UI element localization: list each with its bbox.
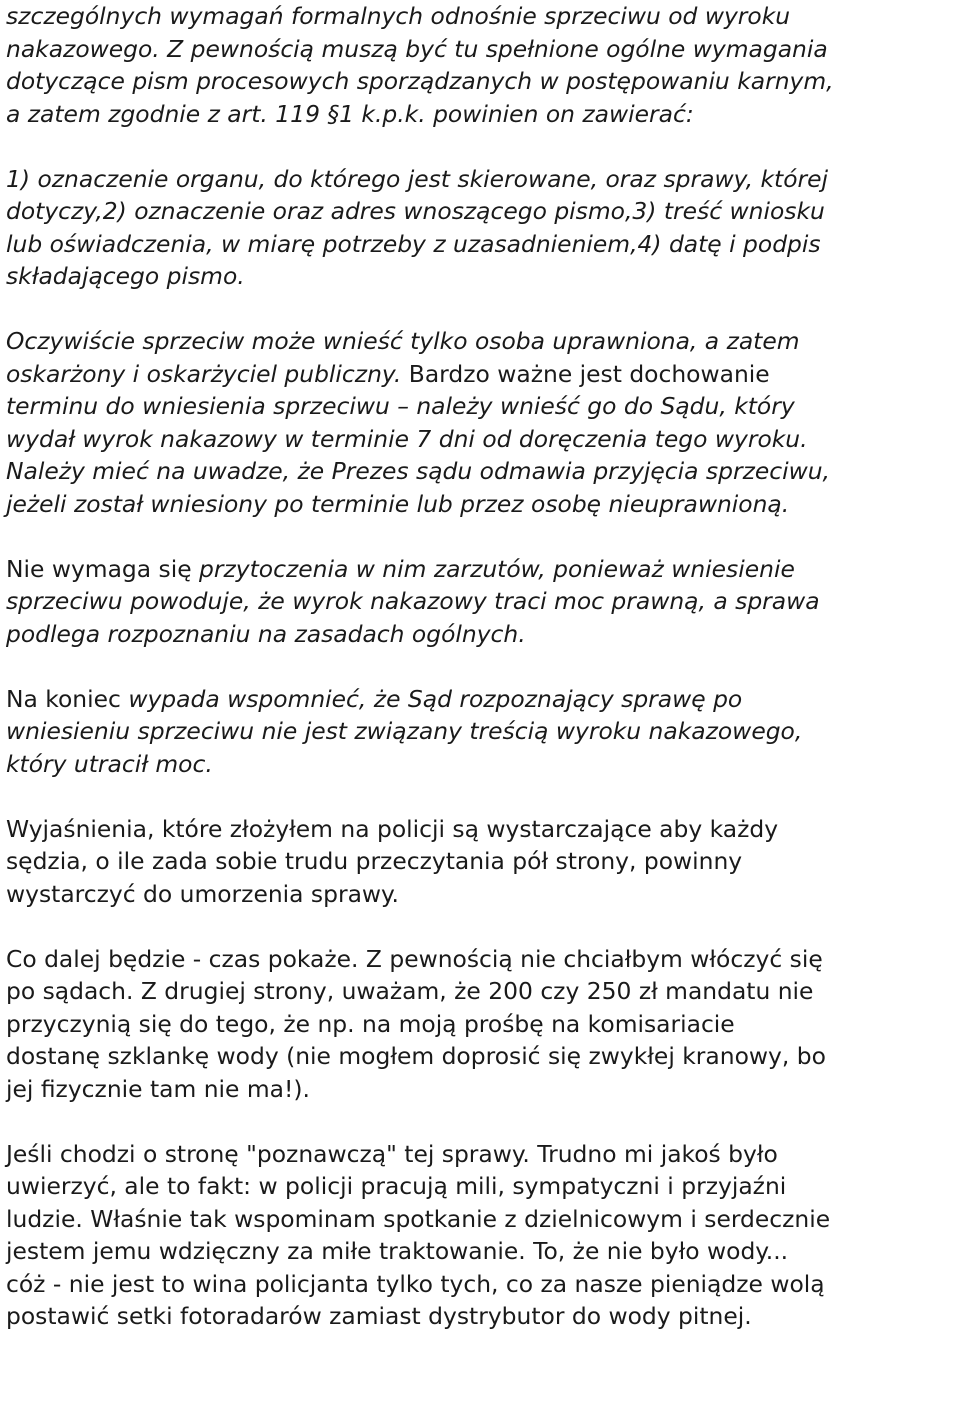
text-segment: Nie wymaga się xyxy=(6,554,200,583)
text-line: dotyczące pism procesowych sporządzanych w postępowaniu karnym, xyxy=(6,67,834,95)
paragraph-3 xyxy=(6,325,956,520)
text-segment: terminu do wniesienia sprzeciwu – należy wnieść go do Sądu, który xyxy=(6,392,795,420)
text-line: Wyjaśnienia, które złożyłem na policji są wystarczające aby każdy xyxy=(6,814,779,843)
text-line xyxy=(6,585,956,618)
text-segment: wniesieniu sprzeciwu nie jest związany treścią wyroku nakazowego, xyxy=(6,717,803,745)
paragraph-5 xyxy=(6,683,956,781)
text-line: ludzie. Właśnie tak wspominam spotkanie z dzielnicowym i serdecznie xyxy=(6,1204,831,1233)
paragraph-8 xyxy=(6,1138,956,1333)
text-segment: Bardzo ważne jest dochowanie xyxy=(408,359,770,388)
text-line: przyczynią się do tego, że np. na moją prośbę na komisariacie xyxy=(6,1009,735,1038)
text-line xyxy=(6,683,956,716)
text-segment: przytoczenia w nim zarzutów, ponieważ wniesienie xyxy=(199,554,795,583)
text-line: sędzia, o ile zada sobie trudu przeczytania pół strony, powinny xyxy=(6,847,743,875)
text-line: jej fizycznie tam nie ma!). xyxy=(6,1074,310,1103)
text-line: Jeśli chodzi o stronę "poznawczą" tej sprawy. Trudno mi jakoś było xyxy=(6,1139,778,1168)
text-line: lub oświadczenia, w miarę potrzeby z uzasadnieniem,4) datę i podpis xyxy=(6,229,821,258)
text-segment: podlega rozpoznaniu na zasadach ogólnych. xyxy=(6,619,526,648)
paragraph-gap xyxy=(6,1105,956,1138)
paragraph-7 xyxy=(6,943,956,1106)
paragraph-gap xyxy=(6,650,956,683)
text-line: po sądach. Z drugiej strony, uważam, że 200 czy 250 zł mandatu nie xyxy=(6,977,814,1005)
text-line: 1) oznaczenie organu, do którego jest skierowane, oraz sprawy, której xyxy=(6,164,829,193)
text-line: dotyczy,2) oznaczenie oraz adres wnoszącego pismo,3) treść wniosku xyxy=(6,197,825,225)
text-line xyxy=(6,553,956,586)
text-segment: Oczywiście sprzeciw może wnieść tylko osoba uprawniona, a zatem xyxy=(6,327,800,355)
paragraph-gap xyxy=(6,910,956,943)
text-line: Co dalej będzie - czas pokaże. Z pewnością nie chciałbym włóczyć się xyxy=(6,944,823,973)
paragraph-gap xyxy=(6,293,956,326)
paragraph-gap xyxy=(6,520,956,553)
text-segment: wypada wspomnieć, że Sąd rozpoznający sprawę po xyxy=(128,684,743,713)
text-segment: jeżeli został wniesiony po terminie lub przez osobę nieuprawnioną. xyxy=(6,489,790,518)
text-line: wystarczyć do umorzenia sprawy. xyxy=(6,879,399,908)
text-line xyxy=(6,748,956,781)
text-line xyxy=(6,488,956,521)
text-segment: sprzeciwu powoduje, że wyrok nakazowy traci moc prawną, a sprawa xyxy=(6,587,820,615)
document-page xyxy=(6,0,956,1333)
paragraph-gap xyxy=(6,780,956,813)
text-line xyxy=(6,423,956,456)
text-segment: wydał wyrok nakazowy w terminie 7 dni od doręczenia tego wyroku. xyxy=(6,424,808,453)
text-segment: Na koniec xyxy=(6,684,129,713)
paragraph-4 xyxy=(6,553,956,651)
text-line: dostanę szklankę wody (nie mogłem doprosić się zwykłej kranowy, bo xyxy=(6,1042,826,1070)
text-line: składającego pismo. xyxy=(6,262,245,290)
text-line: cóż - nie jest to wina policjanta tylko tych, co za nasze pieniądze wolą xyxy=(6,1269,825,1298)
paragraph-1 xyxy=(6,0,956,130)
text-line xyxy=(6,715,956,748)
text-line: nakazowego. Z pewnością muszą być tu spełnione ogólne wymagania xyxy=(6,34,828,63)
paragraph-2 xyxy=(6,163,956,293)
paragraph-gap xyxy=(6,130,956,163)
text-line xyxy=(6,390,956,423)
text-line xyxy=(6,325,956,358)
text-segment: Należy mieć na uwadze, że Prezes sądu odmawia przyjęcia sprzeciwu, xyxy=(6,457,830,485)
paragraph-6 xyxy=(6,813,956,911)
text-segment: oskarżony i oskarżyciel publiczny. xyxy=(6,359,409,388)
text-line xyxy=(6,618,956,651)
text-line xyxy=(6,358,956,391)
text-line: a zatem zgodnie z art. 119 §1 k.p.k. powinien on zawierać: xyxy=(6,99,694,128)
text-line: uwierzyć, ale to fakt: w policji pracują mili, sympatyczni i przyjaźni xyxy=(6,1172,787,1200)
text-line: postawić setki fotoradarów zamiast dystrybutor do wody pitnej. xyxy=(6,1302,752,1330)
text-line xyxy=(6,455,956,488)
text-line: jestem jemu wdzięczny za miłe traktowanie. To, że nie było wody... xyxy=(6,1237,789,1265)
text-line: szczególnych wymagań formalnych odnośnie sprzeciwu od wyroku xyxy=(6,2,791,30)
text-segment: który utracił moc. xyxy=(6,749,213,778)
